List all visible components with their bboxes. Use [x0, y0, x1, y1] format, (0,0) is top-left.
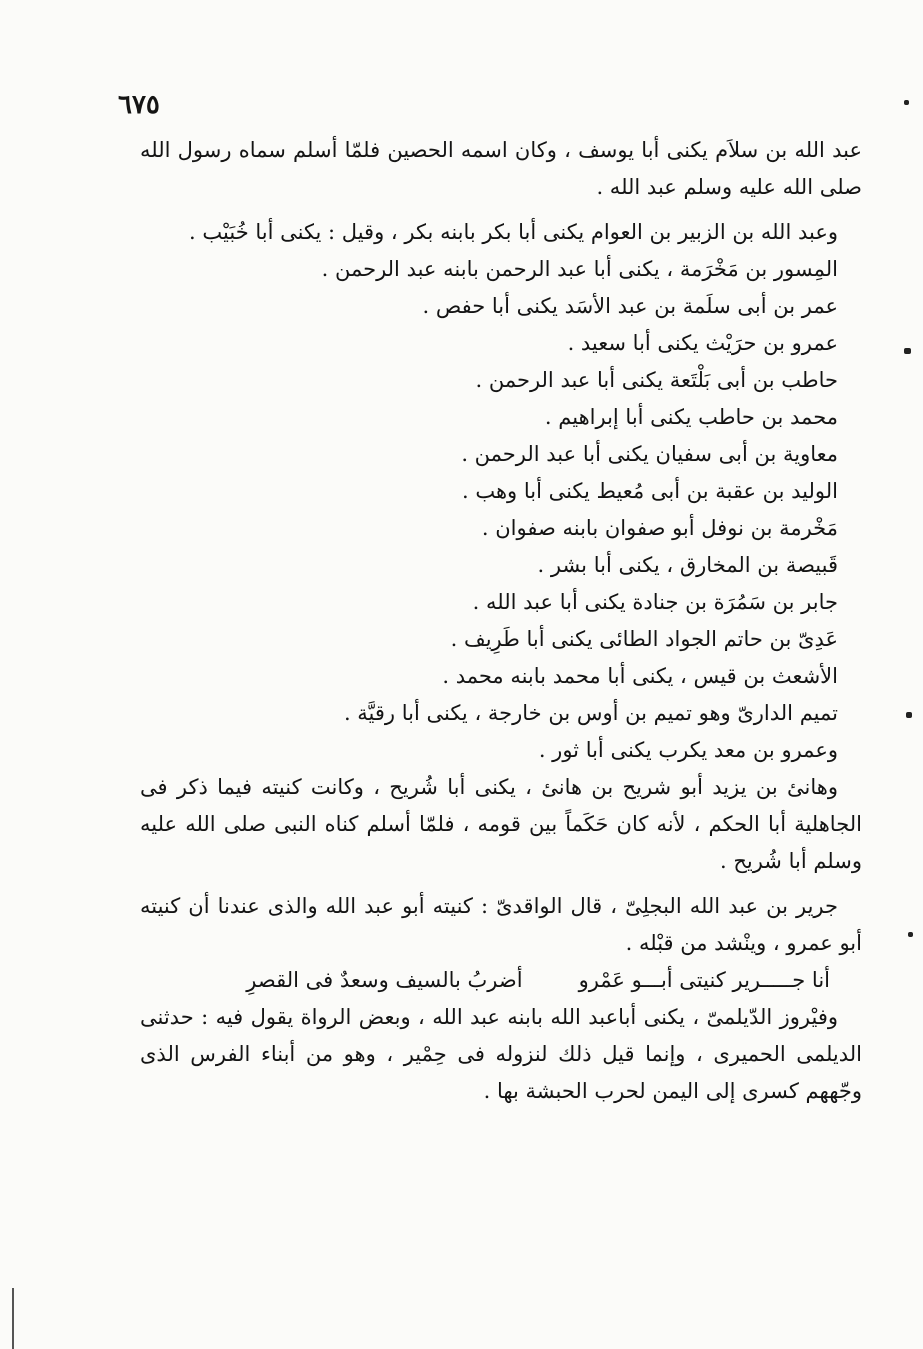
paragraph-hani: وهانئ بن يزيد أبو شريح بن هانئ ، يكنى أبا شُريح ، وكانت كنيته فيما ذكر فى الجاهلية أبا الحكم ، لأنه كان حَكَماً بين قومه ، فلمّا أسلم كناه النبى صلى الله عليه وسلم أبا شُريح . — [140, 775, 862, 873]
paragraph-jarir: جرير بن عبد الله البجلِىّ ، قال الواقدىّ : كنيته أبو عبد الله والذى عندنا أن كنيته أبو عمرو ، وينْشد من قبْله . — [140, 894, 862, 955]
paragraph-muawiya: معاوية بن أبى سفيان يكنى أبا عبد الرحمن . — [461, 442, 838, 466]
poem-second-hemistich: أضربُ بالسيف وسعدٌ فى القصرِ — [246, 968, 523, 992]
paragraph-abdullah-ibn-salam: عبد الله بن سلاَم يكنى أبا يوسف ، وكان اسمه الحصين فلمّا أسلم سماه رسول الله صلى الله عليه وسلم عبد الله . — [140, 138, 862, 199]
paragraph-miswar: المِسور بن مَخْرَمة ، يكنى أبا عبد الرحمن بابنه عبد الرحمن . — [321, 257, 838, 281]
margin-speck — [904, 348, 911, 354]
paragraph-ashath: الأشعث بن قيس ، يكنى أبا محمد بابنه محمد . — [442, 664, 838, 688]
paragraph-makhrama: مَخْرمة بن نوفل أبو صفوان بابنه صفوان . — [481, 516, 838, 540]
paragraph-umar-ibn-abi-salama: عمر بن أبى سلَمة بن عبد الأسَد يكنى أبا حفص . — [422, 294, 838, 318]
page-number: ٦٧٥ — [118, 90, 160, 120]
paragraph-hatib: حاطب بن أبى بَلْتَعة يكنى أبا عبد الرحمن . — [475, 368, 838, 392]
scan-edge-line — [12, 1288, 14, 1349]
paragraph-adi: عَدِىّ بن حاتم الجواد الطائى يكنى أبا طَرِيف . — [450, 627, 838, 651]
paragraph-muhammad-ibn-hatib: محمد بن حاطب يكنى أبا إبراهيم . — [544, 405, 838, 429]
margin-speck — [904, 100, 909, 105]
paragraph-tamim: تميم الدارىّ وهو تميم بن أوس بن خارجة ، يكنى أبا رقيَّة . — [343, 701, 838, 725]
margin-speck — [908, 932, 913, 937]
paragraph-abdullah-ibn-zubayr: وعبد الله بن الزبير بن العوام يكنى أبا بكر بابنه بكر ، وقيل : يكنى أبا خُبَيْب . — [189, 220, 838, 244]
poem-verse — [140, 962, 862, 999]
paragraph-walid: الوليد بن عقبة بن أبى مُعيط يكنى أبا وهب . — [461, 479, 838, 503]
paragraph-jabir: جابر بن سَمُرَة بن جنادة يكنى أبا عبد الله . — [472, 590, 838, 614]
poem-first-hemistich: أنا جـــــرير كنيتى أبـــو عَمْرو — [578, 968, 830, 992]
paragraph-amr-ibn-hurayth: عمرو بن حرَيْث يكنى أبا سعيد . — [567, 331, 838, 355]
paragraph-fayruz: وفيْروز الدّيلمىّ ، يكنى أباعبد الله بابنه عبد الله ، وبعض الرواة يقول فيه : حدثنى الديلمى الحميرى ، وإنما قيل ذلك لنزوله فى حِمْير ، وهو من أبناء الفرس الذى وجّههم كسرى إلى اليمن لحرب الحبشة بها . — [140, 1005, 862, 1103]
paragraph-qabisa: قَبيصة بن المخارق ، يكنى أبا بشر . — [537, 553, 838, 577]
paragraph-amr-ibn-madikarib: وعمرو بن معد يكرب يكنى أبا ثور . — [538, 738, 838, 762]
margin-speck — [906, 712, 912, 718]
page-text — [140, 132, 862, 1110]
